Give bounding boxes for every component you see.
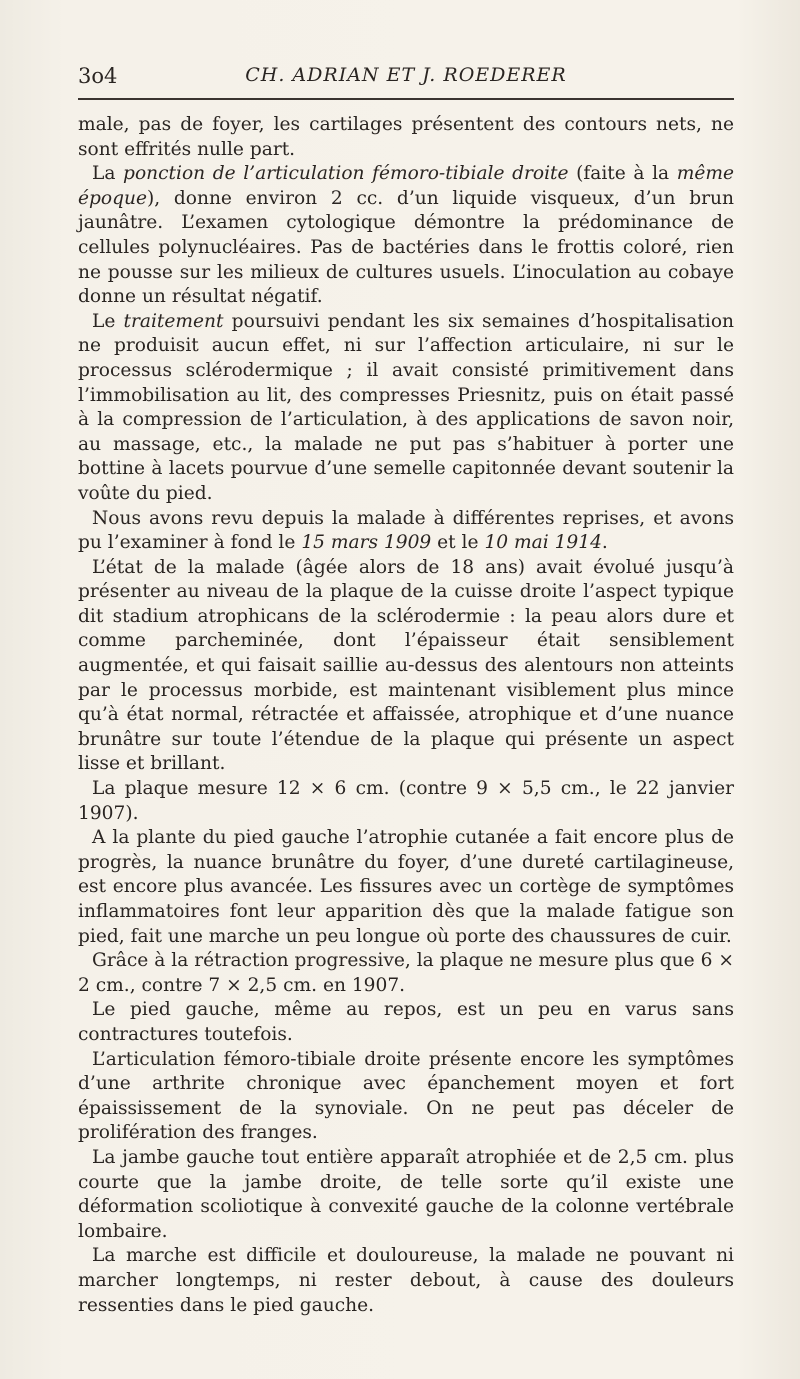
italic-run: ponction de l’articulation fémoro-tibiale droite [123, 163, 569, 185]
text-run: L’état de la malade (âgée alors de 18 ans) avait évolué jusqu’à présenter au niveau de la plaque de la cuisse droite l’aspect typique dit stadium atrophicans de la sclérodermie : la peau alors dure et comme parcheminée, dont l’épaisseur était sensiblement augmentée, et qui faisait saillie au-dessus des alentours non atteints par le processus morbide, est maintenant visiblement plus mince qu’à état normal, rétractée et affaissée, atrophique et d’une nuance brunâtre sur toute l’étendue de la plaque qui présente un aspect lisse et brillant. [78, 556, 734, 775]
paragraph [78, 310, 734, 507]
paragraph [78, 1244, 734, 1318]
running-title: CH. ADRIAN ET J. ROEDERER [245, 64, 567, 86]
paragraph [78, 826, 734, 949]
text-run: Nous avons revu depuis la malade à différentes reprises, et avons pu l’examiner à fond le [78, 507, 734, 554]
text-run: Le pied gauche, même au repos, est un peu en varus sans contractures toutefois. [78, 999, 734, 1045]
text-run: La marche est difficile et douloureuse, la malade ne pouvant ni marcher longtemps, ni rester debout, à cause des douleurs ressenties dans le pied gauche. [78, 1245, 734, 1316]
text-run: poursuivi pendant les six semaines d’hospitalisation ne produisit aucun effet, ni sur l’affection articulaire, ni sur le processus sclérodermique ; il avait consisté primitivement dans l’immobilisation au lit, des compresses Priesnitz, puis on était passé à la compression de l’articulation, à des applications de savon noir, au massage, etc., la malade ne put pas s’habituer à porter une bottine à lacets pourvue d’une semelle capitonnée devant soutenir la voûte du pied. [78, 310, 734, 504]
page-number: 3o4 [78, 64, 118, 88]
text-run: La [92, 163, 124, 185]
header-rule [78, 98, 734, 100]
text-run: Grâce à la rétraction progressive, la plaque ne mesure plus que 6 × 2 cm., contre 7 × 2,5 cm. en 1907. [78, 950, 734, 996]
body-text [78, 113, 734, 1318]
text-run: et le [431, 532, 485, 554]
paragraph [78, 1146, 734, 1244]
text-run: male, pas de foyer, les cartilages présentent des contours nets, ne sont effrités nulle part. [78, 114, 734, 160]
paragraph [78, 162, 734, 310]
text-run: ), donne environ 2 cc. d’un liquide visqueux, d’un brun jaunâtre. L’examen cytologique démontre la prédominance de cellules polynucléaires. Pas de bactéries dans le frottis coloré, rien ne pousse sur les milieux de cultures usuels. L’inoculation au cobaye donne un résultat négatif. [78, 187, 734, 308]
text-run: Le [92, 310, 124, 332]
italic-run: 10 mai 1914 [484, 532, 602, 554]
text-run: A la plante du pied gauche l’atrophie cutanée a fait encore plus de progrès, la nuance brunâtre du foyer, d’une dureté cartilagineuse, est encore plus avancée. Les fissures avec un cortège de symptômes inflammatoires font leur apparition dès que la malade fatigue son pied, fait une marche un peu longue où porte des chaussures de cuir. [78, 827, 734, 947]
italic-run: traitement [123, 310, 224, 332]
paragraph [78, 949, 734, 998]
paragraph [78, 556, 734, 777]
text-run: La plaque mesure 12 × 6 cm. (contre 9 × 5,5 cm., le 22 janvier 1907). [78, 778, 734, 824]
paragraph [78, 777, 734, 826]
text-run: . [601, 532, 608, 554]
text-run: L’articulation fémoro-tibiale droite présente encore les symptômes d’une arthrite chronique avec épanchement moyen et fort épaississement de la synoviale. On ne peut pas déceler de prolifération des franges. [78, 1048, 734, 1144]
paragraph [78, 1048, 734, 1146]
paragraph [78, 113, 734, 162]
italic-run: même époque [78, 163, 734, 209]
italic-run: 15 mars 1909 [301, 532, 432, 554]
text-run: (faite à la [568, 163, 677, 185]
paragraph [78, 507, 734, 556]
paragraph [78, 998, 734, 1047]
text-run: La jambe gauche tout entière apparaît atrophiée et de 2,5 cm. plus courte que la jambe droite, de telle sorte qu’il existe une déformation scoliotique à convexité gauche de la colonne vertébrale lombaire. [78, 1146, 734, 1242]
page-header [78, 64, 734, 94]
